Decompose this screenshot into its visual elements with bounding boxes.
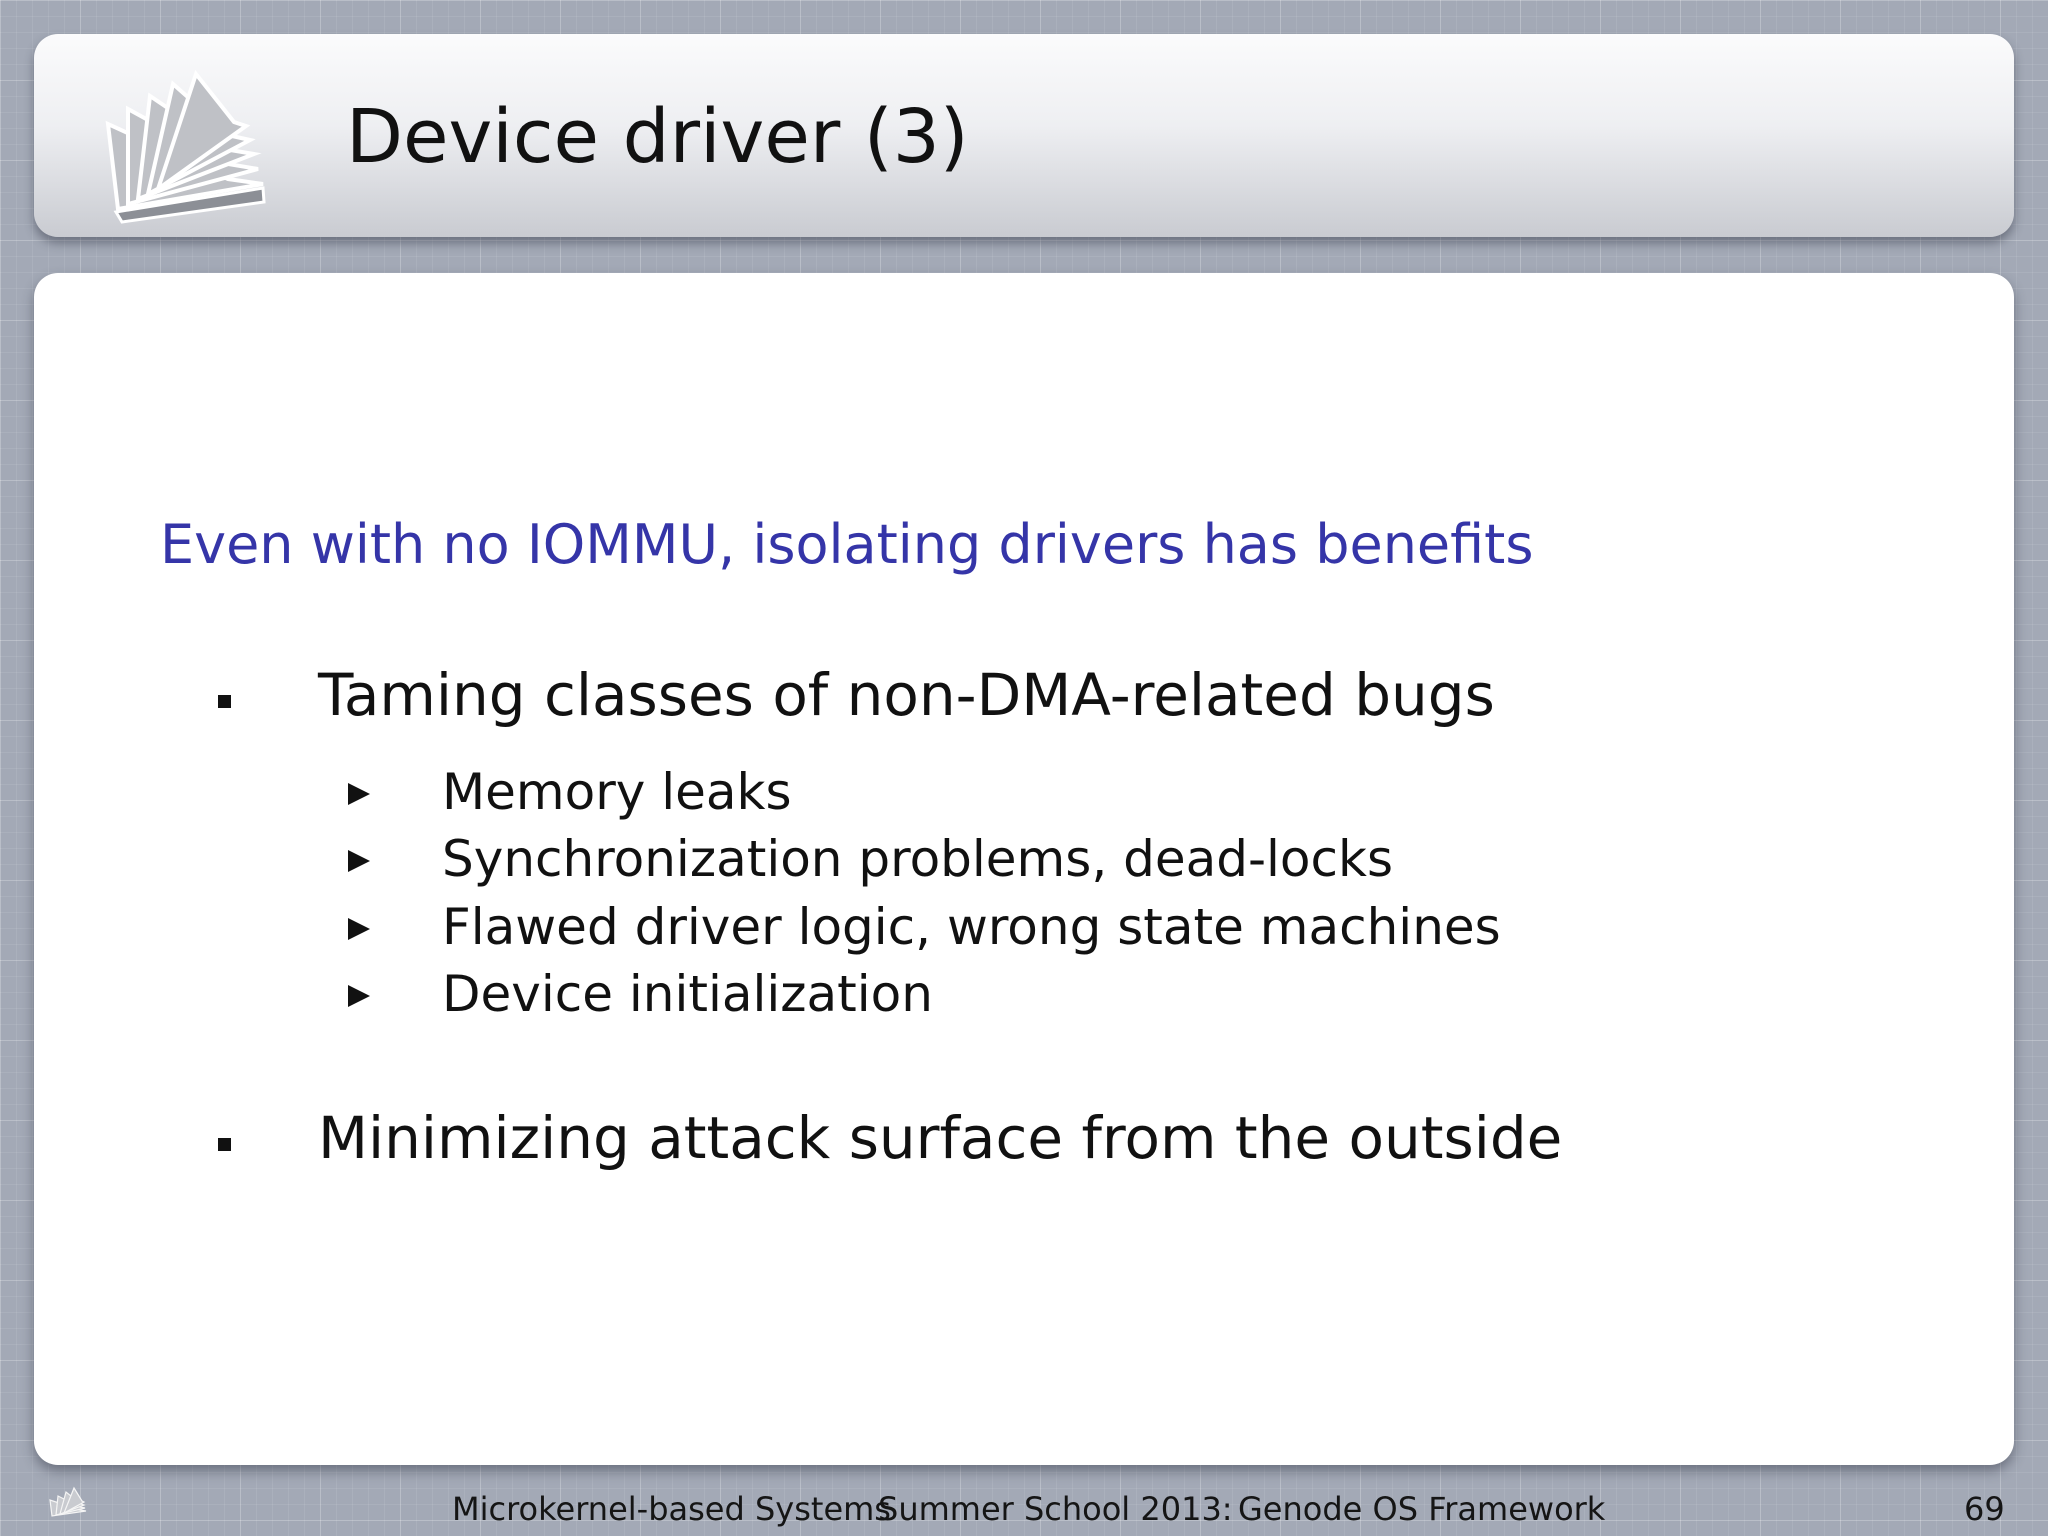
block-title: Even with no IOMMU, isolating drivers has benefits xyxy=(160,513,1534,576)
title-bar xyxy=(34,34,2014,237)
sub-bullet-text: Device initialization xyxy=(442,965,933,1023)
sub-bullet-text: Memory leaks xyxy=(442,763,792,821)
page-number: 69 xyxy=(1964,1490,2005,1528)
slide-title: Device driver (3) xyxy=(346,94,969,180)
bullet-text: Taming classes of non-DMA-related bugs xyxy=(318,661,1495,729)
sub-bullet-text: Flawed driver logic, wrong state machines xyxy=(442,898,1501,956)
content-area xyxy=(34,273,2014,1465)
footer-course: Microkernel-based Systems xyxy=(452,1490,891,1528)
footer-topic: Genode OS Framework xyxy=(1238,1490,1606,1528)
triangle-bullet-icon xyxy=(348,783,370,805)
sub-bullet-text: Synchronization problems, dead-locks xyxy=(442,830,1394,888)
stacked-sheets-logo-icon xyxy=(78,54,268,224)
triangle-bullet-icon xyxy=(348,918,370,940)
footer-logo-icon xyxy=(44,1484,88,1520)
square-bullet-icon xyxy=(218,695,231,708)
footer-event: Summer School 2013: xyxy=(878,1490,1233,1528)
square-bullet-icon xyxy=(218,1138,231,1151)
triangle-bullet-icon xyxy=(348,850,370,872)
triangle-bullet-icon xyxy=(348,985,370,1007)
bullet-text: Minimizing attack surface from the outside xyxy=(318,1104,1563,1172)
